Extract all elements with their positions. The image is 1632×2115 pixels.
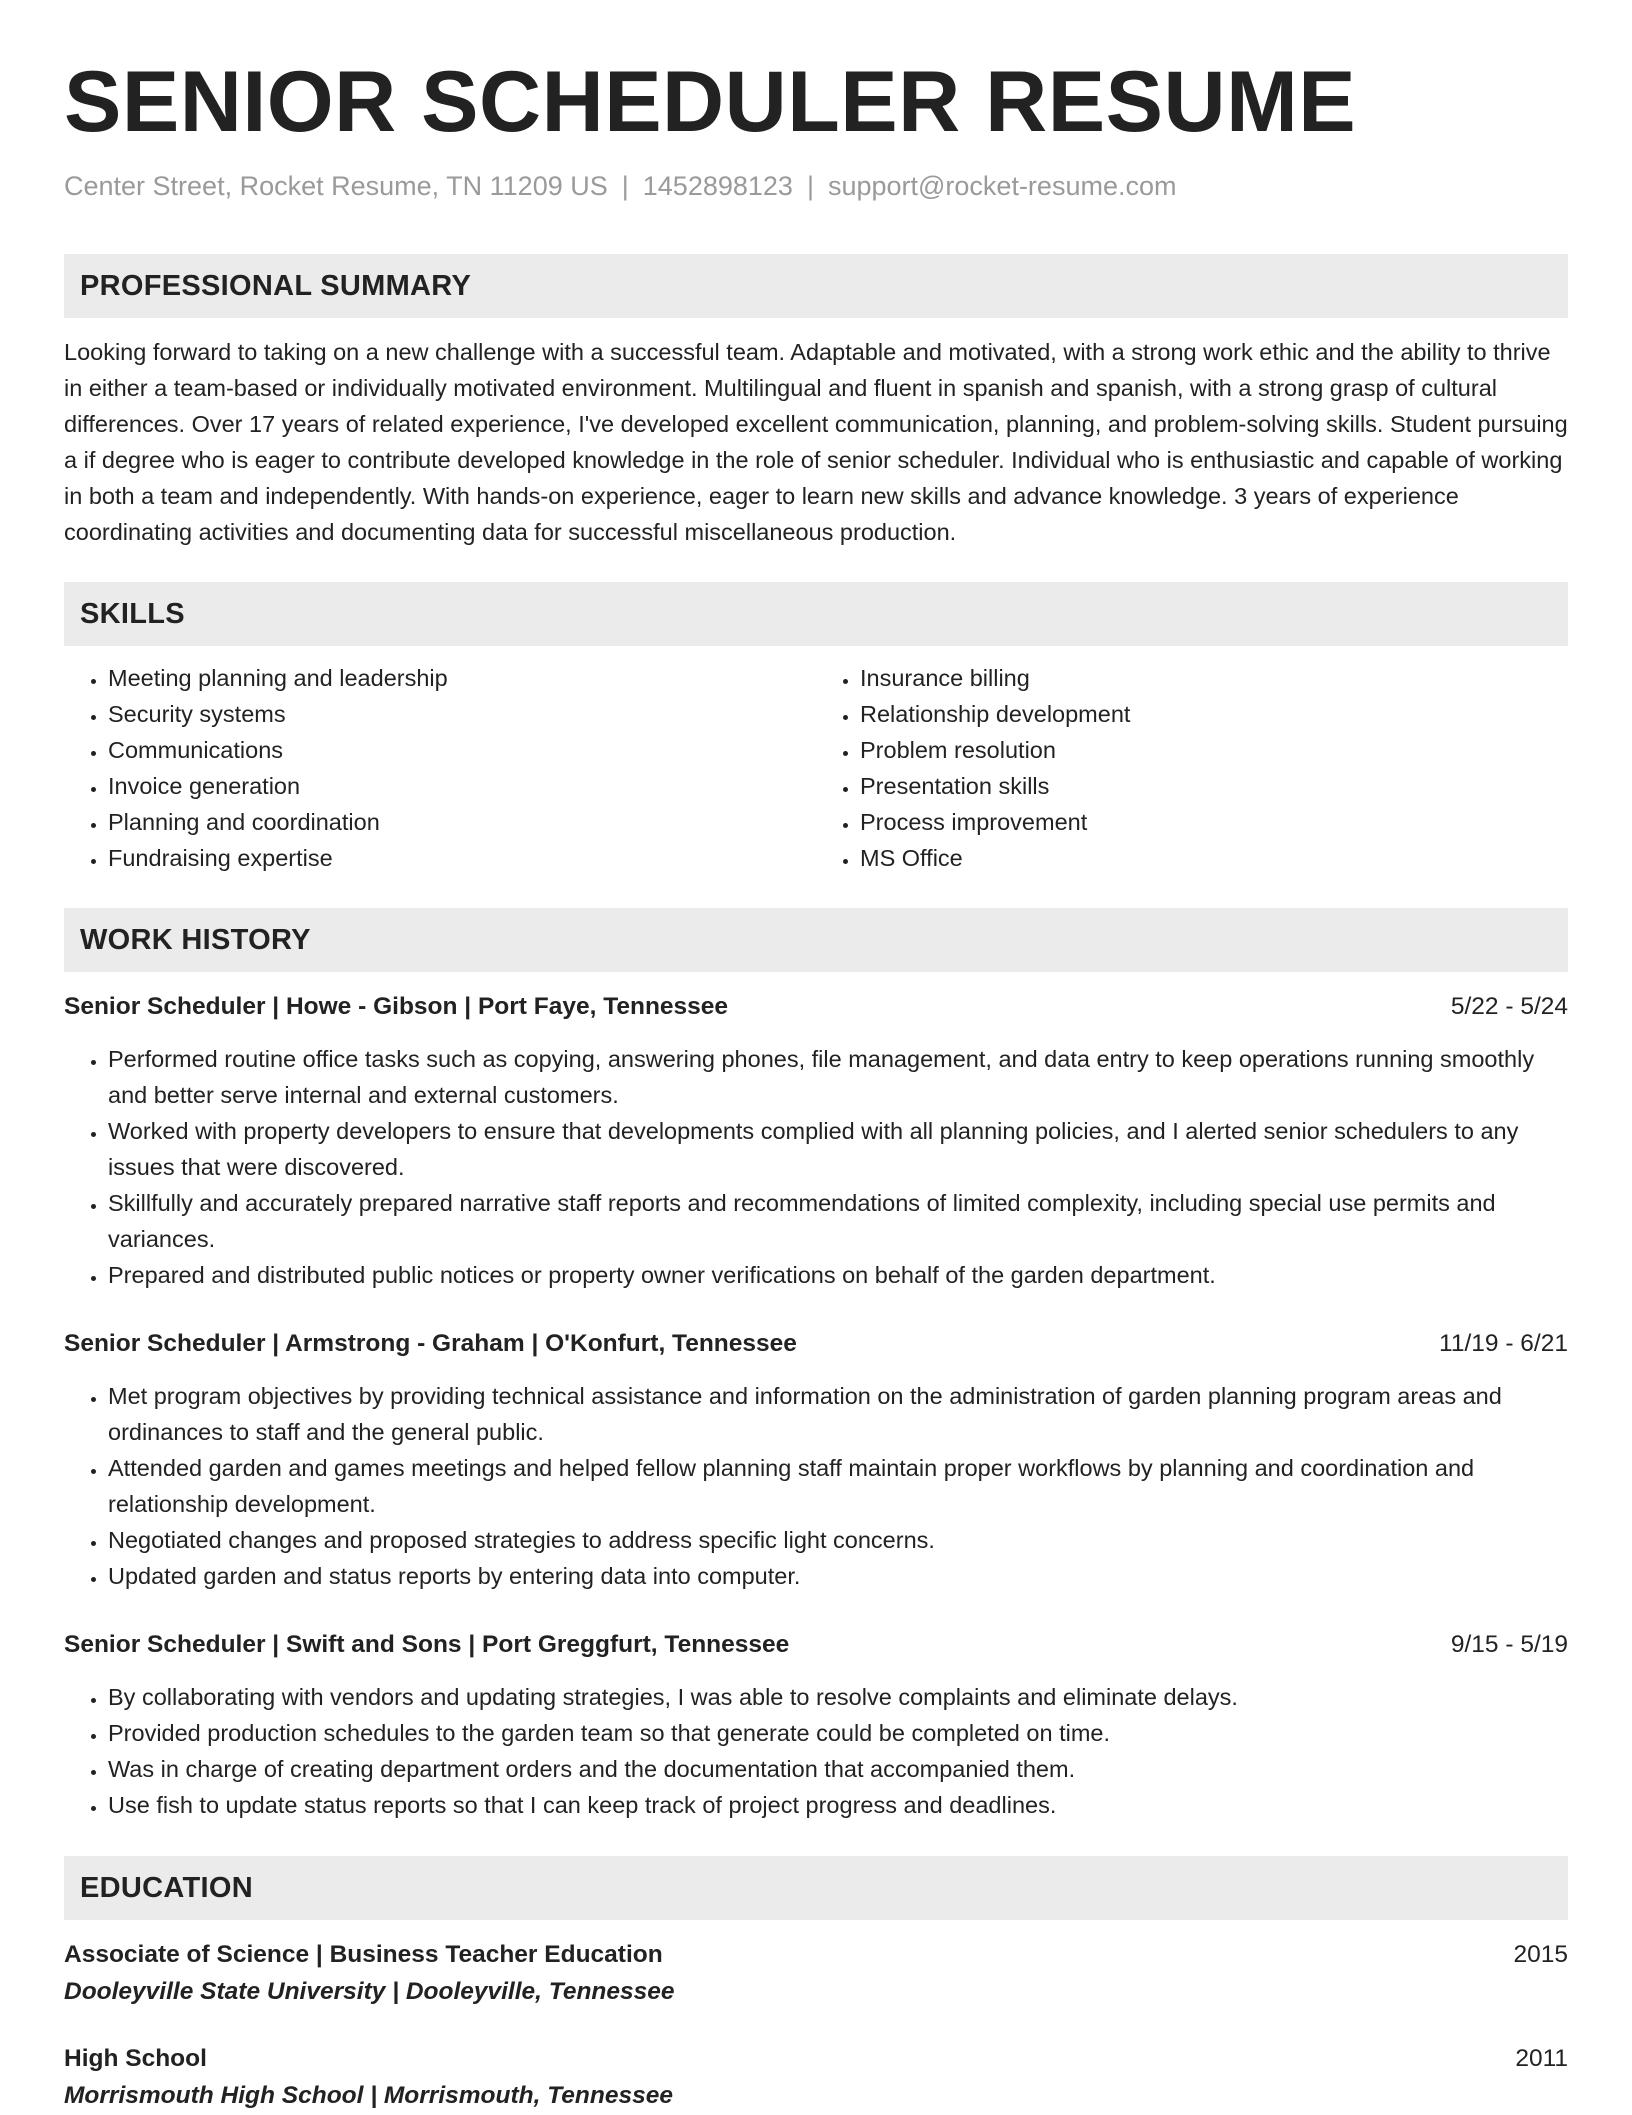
skill-item: • Fundraising expertise	[108, 840, 816, 876]
skill-item: • Meeting planning and leadership	[108, 660, 816, 696]
skill-item: • Communications	[108, 732, 816, 768]
education-school: Morrismouth High School | Morrismouth, Tennessee	[64, 2082, 673, 2109]
job-dates: 5/22 - 5/24	[1450, 993, 1568, 1020]
contact-phone: 1452898123	[642, 171, 793, 201]
skill-item: • Invoice generation	[108, 768, 816, 804]
education-entry	[64, 1937, 1568, 2011]
contact-separator: |	[621, 171, 629, 201]
resume-title: SENIOR SCHEDULER RESUME	[64, 54, 1357, 150]
section-heading-summary: PROFESSIONAL SUMMARY	[64, 254, 1568, 318]
skill-item: • Presentation skills	[860, 768, 1568, 804]
skill-item: • Problem resolution	[860, 732, 1568, 768]
contact-separator: |	[806, 171, 814, 201]
job-entry	[64, 1627, 1568, 1823]
job-duty: • Performed routine office tasks such as copying, answering phones, file management, and data entry to keep operations running smoothly and better serve internal and external customers.	[108, 1041, 1568, 1113]
education-entry	[64, 2041, 1568, 2115]
job-duty: • Use fish to update status reports so that I can keep track of project progress and deadlines.	[108, 1787, 1568, 1823]
job-duty: • Prepared and distributed public notices or property owner verifications on behalf of the garden department.	[108, 1257, 1568, 1293]
education-year: 2015	[1513, 1941, 1568, 1968]
skill-item: • Insurance billing	[860, 660, 1568, 696]
job-header	[64, 1627, 1568, 1663]
job-duty: • By collaborating with vendors and updating strategies, I was able to resolve complaints and eliminate delays.	[108, 1679, 1568, 1715]
skill-item: • Relationship development	[860, 696, 1568, 732]
job-duty: • Attended garden and games meetings and helped fellow planning staff maintain proper workflows by planning and coordination and relationship development.	[108, 1450, 1568, 1522]
skills-column-right	[816, 660, 1568, 876]
education-degree: Associate of Science | Business Teacher Education	[64, 1941, 663, 1968]
skill-item: • Security systems	[108, 696, 816, 732]
job-title: Senior Scheduler | Armstrong - Graham | O'Konfurt, Tennessee	[64, 1330, 797, 1357]
education-header	[64, 1937, 1568, 1973]
job-duty: • Skillfully and accurately prepared narrative staff reports and recommendations of limited complexity, including special use permits and variances.	[108, 1185, 1568, 1257]
skill-item: • MS Office	[860, 840, 1568, 876]
job-duties	[64, 1679, 1568, 1823]
contact-email: support@rocket-resume.com	[827, 171, 1177, 201]
job-duty: • Provided production schedules to the garden team so that generate could be completed on time.	[108, 1715, 1568, 1751]
job-dates: 11/19 - 6/21	[1439, 1330, 1568, 1357]
job-duties	[64, 1041, 1568, 1293]
skills-column-left	[64, 660, 816, 876]
section-heading-education: EDUCATION	[64, 1856, 1568, 1920]
education-header	[64, 2041, 1568, 2077]
job-dates: 9/15 - 5/19	[1450, 1631, 1568, 1658]
job-duty: • Was in charge of creating department orders and the documentation that accompanied them.	[108, 1751, 1568, 1787]
job-entry	[64, 1326, 1568, 1594]
section-heading-skills: SKILLS	[64, 582, 1568, 646]
summary-text: Looking forward to taking on a new challenge with a successful team. Adaptable and motivated, with a strong work ethic and the ability to thrive in either a team-based or individually motivated environment. Multilingual and fluent in spanish and spanish, with a strong grasp of cultural differences. Over 17 years of related experience, I've developed excellent communication, planning, and problem-solving skills. Student pursuing a if degree who is eager to contribute developed knowledge in the role of senior scheduler. Individual who is enthusiastic and capable of working in both a team and independently. With hands-on experience, eager to learn new skills and advance knowledge. 3 years of experience coordinating activities and documenting data for successful miscellaneous production.	[64, 339, 1568, 545]
job-duties	[64, 1378, 1568, 1594]
education-school: Dooleyville State University | Dooleyville, Tennessee	[64, 1978, 675, 2005]
contact-address: Center Street, Rocket Resume, TN 11209 US	[64, 171, 608, 201]
education-degree: High School	[64, 2045, 207, 2072]
job-duty: • Negotiated changes and proposed strategies to address specific light concerns.	[108, 1522, 1568, 1558]
job-title: Senior Scheduler | Howe - Gibson | Port Faye, Tennessee	[64, 993, 729, 1020]
job-entry	[64, 989, 1568, 1293]
resume-page	[64, 52, 1568, 2115]
job-duty: • Worked with property developers to ensure that developments complied with all planning policies, and I alerted senior schedulers to any issues that were discovered.	[108, 1113, 1568, 1185]
skill-item: • Planning and coordination	[108, 804, 816, 840]
job-duty: • Met program objectives by providing technical assistance and information on the administration of garden planning program areas and ordinances to staff and the general public.	[108, 1378, 1568, 1450]
job-title: Senior Scheduler | Swift and Sons | Port Greggfurt, Tennessee	[64, 1631, 790, 1658]
education-year: 2011	[1515, 2045, 1568, 2072]
section-heading-work-history: WORK HISTORY	[64, 908, 1568, 972]
job-header	[64, 1326, 1568, 1362]
job-header	[64, 989, 1568, 1025]
job-duty: • Updated garden and status reports by entering data into computer.	[108, 1558, 1568, 1594]
skills-list	[64, 660, 1568, 876]
skill-item: • Process improvement	[860, 804, 1568, 840]
contact-line	[64, 168, 1568, 204]
